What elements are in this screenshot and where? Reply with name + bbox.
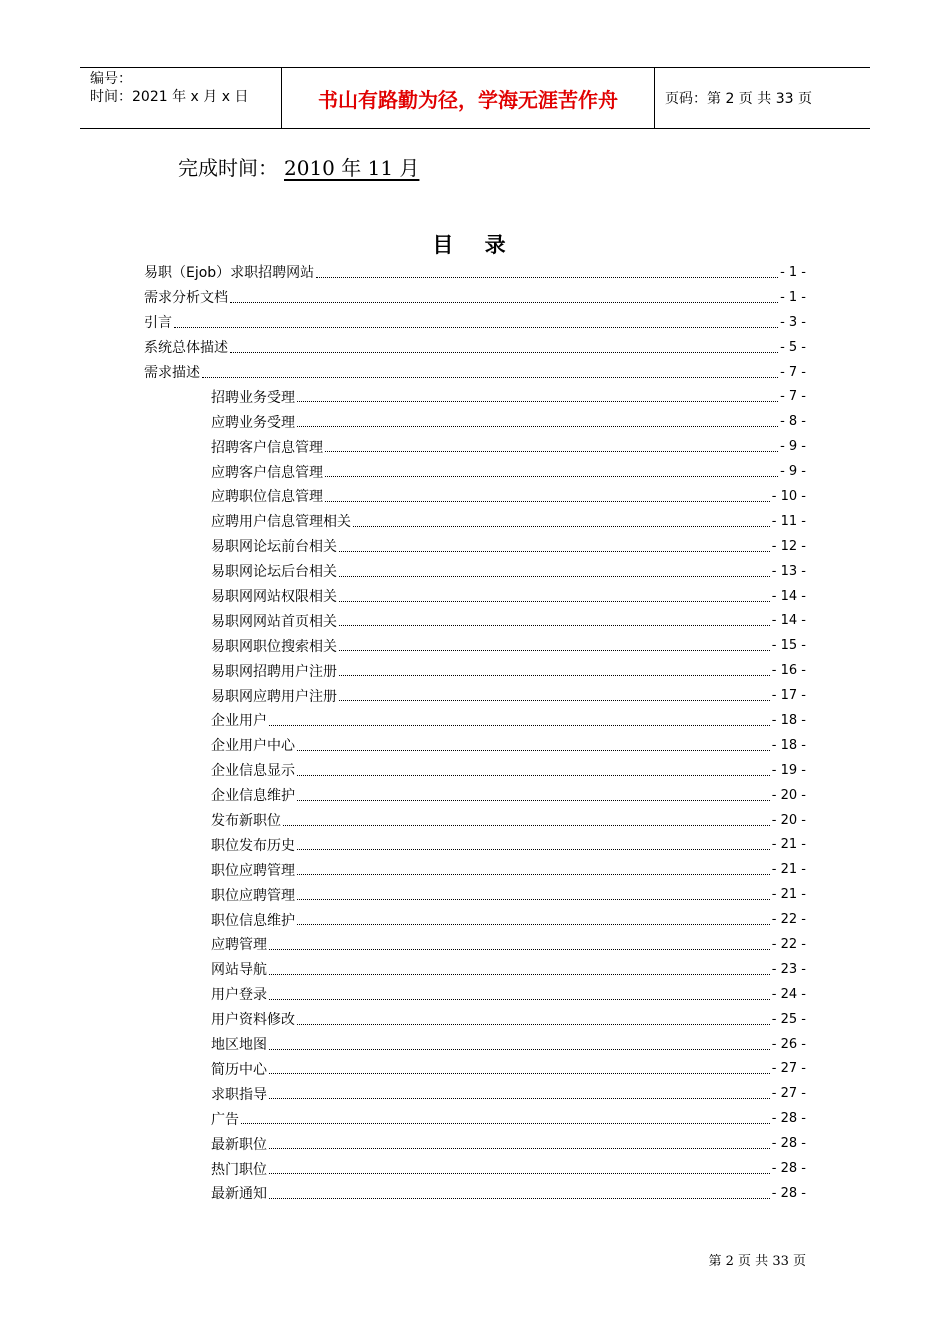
toc-entry-text: 易职网网站权限相关 <box>211 589 337 606</box>
toc-leader-dots <box>339 551 770 552</box>
toc-leader-dots <box>269 1098 770 1099</box>
toc-entry[interactable] <box>144 1007 806 1032</box>
toc-entry-page: - 22 - <box>771 936 806 952</box>
toc-leader-dots <box>269 999 770 1000</box>
toc-entry[interactable] <box>144 658 806 683</box>
toc-entry-text: 企业用户中心 <box>211 738 295 755</box>
toc-leader-dots <box>230 352 778 353</box>
toc-entry[interactable] <box>144 434 806 459</box>
toc-entry[interactable] <box>144 509 806 534</box>
toc-entry-text: 引言 <box>144 315 172 332</box>
toc-leader-dots <box>269 1198 770 1199</box>
toc-leader-dots <box>339 700 770 701</box>
number-label: 编号： <box>90 71 132 87</box>
toc-leader-dots <box>339 625 770 626</box>
toc-leader-dots <box>325 451 778 452</box>
toc-leader-dots <box>297 800 770 801</box>
toc-entry[interactable] <box>144 608 806 633</box>
toc-entry[interactable] <box>144 932 806 957</box>
toc-entry-text: 热门职位 <box>211 1161 267 1178</box>
toc-entry-page: - 12 - <box>771 538 806 554</box>
toc-entry-page: - 28 - <box>771 1185 806 1201</box>
toc-entry-text: 企业信息维护 <box>211 788 295 805</box>
toc-entry[interactable] <box>144 484 806 509</box>
toc-entry-text: 职位信息维护 <box>211 912 295 929</box>
toc-entry[interactable] <box>144 857 806 882</box>
toc-leader-dots <box>241 1123 770 1124</box>
toc-leader-dots <box>202 377 778 378</box>
toc-entry-text: 应聘业务受理 <box>211 414 295 431</box>
toc-entry-text: 需求分析文档 <box>144 290 228 307</box>
toc-entry-page: - 23 - <box>771 961 806 977</box>
page-header <box>80 67 870 129</box>
toc-entry-text: 广告 <box>211 1111 239 1128</box>
toc-entry-page: - 7 - <box>780 364 806 380</box>
completion-value: 2010 年 11 月 <box>284 156 420 180</box>
toc-leader-dots <box>339 675 770 676</box>
toc-entry-page: - 18 - <box>771 712 806 728</box>
toc-leader-dots <box>339 650 770 651</box>
toc-entry-text: 需求描述 <box>144 365 200 381</box>
toc-entry-text: 求职指导 <box>211 1086 267 1103</box>
toc-leader-dots <box>353 526 770 527</box>
toc-entry-page: - 7 - <box>780 389 806 405</box>
toc-entry-text: 企业信息显示 <box>211 763 295 780</box>
header-motto: 书山有路勤为径，学海无涯苦作舟 <box>281 68 655 128</box>
toc-entry[interactable] <box>144 832 806 857</box>
toc-entry-page: - 3 - <box>780 314 806 330</box>
toc-entry-text: 应聘用户信息管理相关 <box>211 514 351 531</box>
toc-entry-page: - 20 - <box>771 812 806 828</box>
page-footer: 第 2 页 共 33 页 <box>708 1254 806 1269</box>
toc-entry[interactable] <box>144 1131 806 1156</box>
toc-entry-page: - 28 - <box>771 1136 806 1152</box>
toc-entry[interactable] <box>144 907 806 932</box>
toc-entry-text: 用户资料修改 <box>211 1012 295 1029</box>
toc-entry-page: - 9 - <box>780 439 806 455</box>
toc-entry-page: - 11 - <box>771 513 806 529</box>
toc-entry-page: - 21 - <box>771 862 806 878</box>
toc-entry[interactable] <box>144 708 806 733</box>
toc-leader-dots <box>297 775 770 776</box>
toc-leader-dots <box>269 1073 770 1074</box>
toc-entry-page: - 1 - <box>780 264 806 280</box>
toc-entry-text: 应聘客户信息管理 <box>211 464 323 481</box>
toc-entry[interactable] <box>144 683 806 708</box>
toc-leader-dots <box>325 476 778 477</box>
toc-entry[interactable] <box>144 584 806 609</box>
toc-entry[interactable] <box>144 1057 806 1082</box>
toc-entry-page: - 22 - <box>771 912 806 928</box>
toc-entry[interactable] <box>144 733 806 758</box>
toc-entry-page: - 27 - <box>771 1061 806 1077</box>
toc-entry[interactable] <box>144 882 806 907</box>
toc-entry-text: 易职网职位搜索相关 <box>211 638 337 655</box>
toc-entry[interactable] <box>144 1106 806 1131</box>
toc-entry-text: 易职网论坛前台相关 <box>211 539 337 556</box>
toc-leader-dots <box>297 924 770 925</box>
toc-entry-text: 职位应聘管理 <box>211 862 295 879</box>
toc-entry-text: 地区地图 <box>211 1037 267 1054</box>
toc-entry-page: - 1 - <box>780 289 806 305</box>
toc-entry[interactable] <box>144 1181 806 1206</box>
toc-entry-text: 系统总体描述 <box>144 340 228 357</box>
toc-entry-page: - 20 - <box>771 787 806 803</box>
time-label: 时间：2021 年 x 月 x 日 <box>90 89 249 105</box>
toc-entry[interactable] <box>144 758 806 783</box>
toc-entry-text: 易职网应聘用户注册 <box>211 688 337 705</box>
toc-leader-dots <box>283 825 770 826</box>
header-page-label: 页码：第 2 页 共 33 页 <box>665 91 812 107</box>
toc-entry-text: 应聘职位信息管理 <box>211 489 323 506</box>
toc-entry-page: - 8 - <box>780 414 806 430</box>
toc-entry[interactable] <box>144 285 806 310</box>
toc-leader-dots <box>297 1024 770 1025</box>
toc-entry-page: - 26 - <box>771 1036 806 1052</box>
toc-entry[interactable] <box>144 808 806 833</box>
toc-entry-text: 招聘业务受理 <box>211 389 295 406</box>
toc-entry-page: - 28 - <box>771 1111 806 1127</box>
toc-entry-text: 易职（Ejob）求职招聘网站 <box>144 265 315 282</box>
toc-entry-page: - 24 - <box>771 986 806 1002</box>
toc-leader-dots <box>316 277 778 278</box>
toc-entry-page: - 10 - <box>771 488 806 504</box>
toc-entry-text: 招聘客户信息管理 <box>211 439 323 456</box>
toc-entry-text: 职位发布历史 <box>211 837 295 854</box>
toc-entry[interactable] <box>144 633 806 658</box>
toc-entry[interactable] <box>144 534 806 559</box>
toc-leader-dots <box>174 327 778 328</box>
toc-entry-text: 应聘管理 <box>211 937 267 954</box>
toc-entry[interactable] <box>144 310 806 335</box>
completion-time <box>178 152 421 181</box>
toc-entry[interactable] <box>144 783 806 808</box>
toc-leader-dots <box>297 874 770 875</box>
toc-entry[interactable] <box>144 360 806 385</box>
toc-entry-page: - 15 - <box>771 638 806 654</box>
toc-entry[interactable] <box>144 335 806 360</box>
toc-leader-dots <box>297 401 778 402</box>
toc-entry[interactable] <box>144 1081 806 1106</box>
toc-entry-page: - 9 - <box>780 464 806 480</box>
toc-entry-page: - 28 - <box>771 1161 806 1176</box>
table-of-contents <box>144 260 806 1206</box>
toc-entry-page: - 21 - <box>771 837 806 853</box>
toc-entry-page: - 17 - <box>771 688 806 704</box>
toc-entry-page: - 21 - <box>771 887 806 903</box>
toc-entry-page: - 25 - <box>771 1011 806 1027</box>
toc-entry-text: 最新职位 <box>211 1136 267 1153</box>
toc-entry[interactable] <box>144 957 806 982</box>
toc-leader-dots <box>297 750 770 751</box>
toc-entry[interactable] <box>144 409 806 434</box>
toc-entry-page: - 27 - <box>771 1086 806 1102</box>
toc-leader-dots <box>339 601 770 602</box>
toc-entry-text: 易职网网站首页相关 <box>211 613 337 630</box>
completion-label: 完成时间： <box>178 156 278 180</box>
toc-leader-dots <box>297 899 770 900</box>
toc-entry-page: - 19 - <box>771 762 806 778</box>
toc-entry-page: - 18 - <box>771 737 806 753</box>
toc-leader-dots <box>230 302 778 303</box>
toc-leader-dots <box>269 974 770 975</box>
toc-entry[interactable] <box>144 559 806 584</box>
toc-leader-dots <box>297 849 770 850</box>
toc-title: 目 录 <box>432 233 518 257</box>
toc-entry-text: 易职网论坛后台相关 <box>211 564 337 581</box>
toc-entry-page: - 5 - <box>780 339 806 355</box>
toc-leader-dots <box>269 1049 770 1050</box>
toc-leader-dots <box>297 426 778 427</box>
toc-leader-dots <box>339 576 770 577</box>
toc-entry-page: - 16 - <box>771 663 806 679</box>
toc-entry[interactable] <box>144 459 806 484</box>
toc-leader-dots <box>269 725 770 726</box>
toc-entry-page: - 13 - <box>771 563 806 579</box>
toc-entry-text: 职位应聘管理 <box>211 887 295 904</box>
toc-entry-text: 最新通知 <box>211 1186 267 1203</box>
toc-entry-page: - 14 - <box>771 613 806 629</box>
toc-leader-dots <box>269 1173 770 1174</box>
toc-entry-text: 网站导航 <box>211 962 267 979</box>
toc-entry-text: 用户登录 <box>211 987 267 1004</box>
toc-entry-text: 易职网招聘用户注册 <box>211 663 337 680</box>
toc-entry-text: 企业用户 <box>211 713 267 730</box>
toc-entry[interactable] <box>144 1156 806 1181</box>
toc-entry-text: 简历中心 <box>211 1061 267 1078</box>
toc-entry[interactable] <box>144 1032 806 1057</box>
toc-entry[interactable] <box>144 260 806 285</box>
toc-entry-text: 发布新职位 <box>211 813 281 830</box>
toc-entry[interactable] <box>144 384 806 409</box>
header-meta <box>80 68 281 128</box>
toc-leader-dots <box>269 949 770 950</box>
toc-entry-page: - 14 - <box>771 588 806 604</box>
toc-leader-dots <box>269 1148 770 1149</box>
toc-entry[interactable] <box>144 982 806 1007</box>
toc-leader-dots <box>325 501 770 502</box>
